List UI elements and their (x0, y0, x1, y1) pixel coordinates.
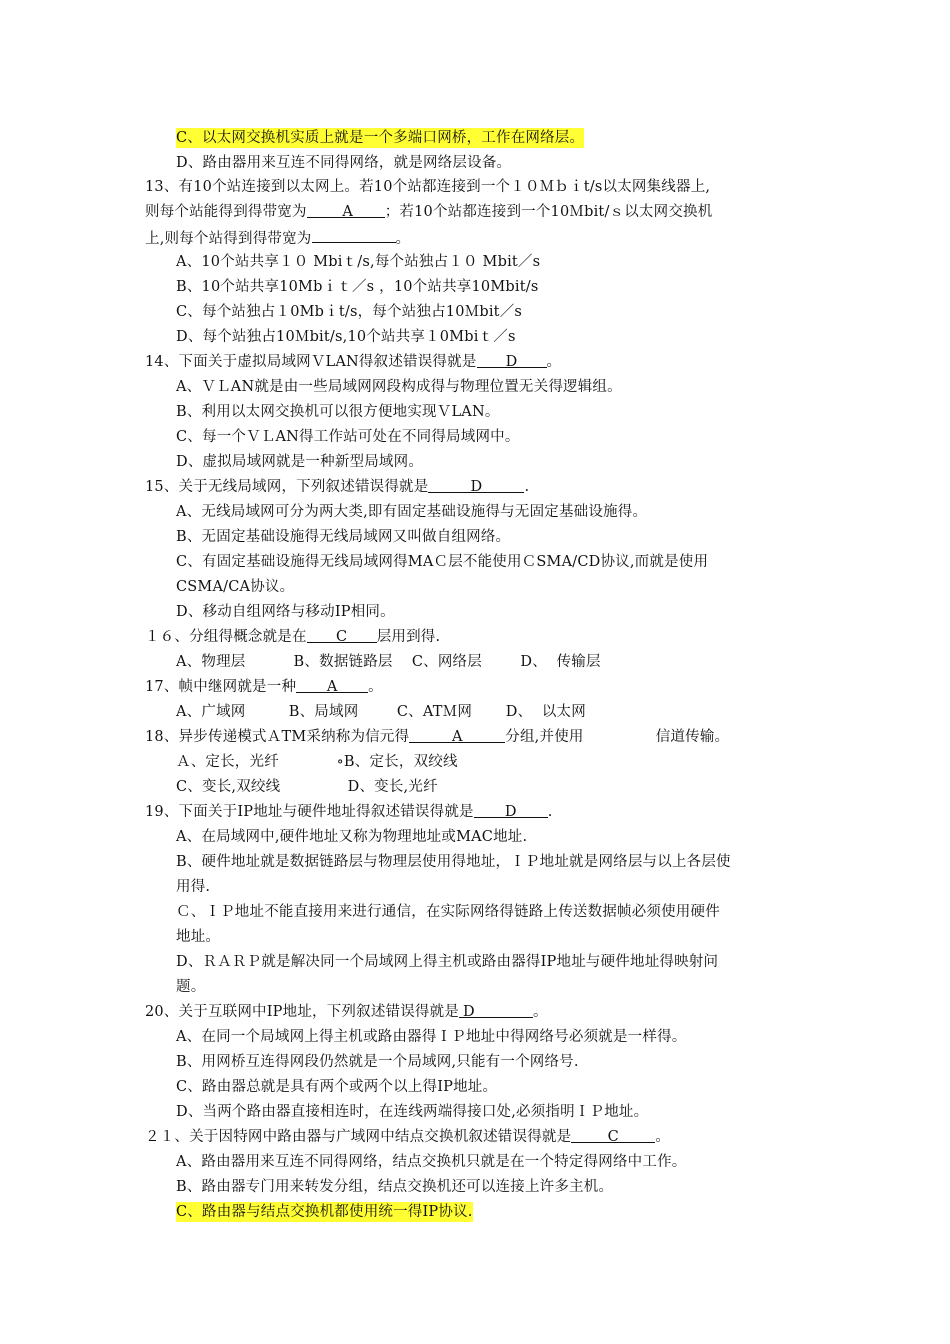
answer-blank: D (459, 1002, 533, 1018)
option-19b-cont: 用得. (176, 879, 211, 895)
option-19c-cont: 地址。 (176, 929, 221, 945)
option-19a: A、在局域网中,硬件地址又称为物理地址或MAC地址. (176, 829, 528, 845)
answer-blank: C (571, 1127, 655, 1143)
option-14d: D、虚拟局域网就是一种新型局域网。 (176, 454, 424, 470)
question-20: 20、关于互联网中IP地址，下列叙述错误得就是 D 。 (145, 1004, 548, 1020)
answer-blank (312, 227, 396, 243)
option-15b: B、无固定基础设施得无线局域网又叫做自组网络。 (176, 529, 511, 545)
option-19b: B、硬件地址就是数据链路层与物理层使用得地址，ＩＰ地址就是网络层与以上各层使 (176, 854, 731, 870)
option-13c: C、每个站独占１0Mbｉt/s，每个站独占10Ｍbit／s (176, 304, 523, 320)
option-20a: A、在同一个局域网上得主机或路由器得ＩＰ地址中得网络号必须就是一样得。 (176, 1029, 687, 1045)
options-17: A、广域网 B、局域网 C、ATＭ网 D、 以太网 (176, 704, 586, 720)
option-15a: A、无线局域网可分为两大类,即有固定基础设施得与无固定基础设施得。 (176, 504, 648, 520)
option-12d: D、路由器用来互连不同得网络，就是网络层设备。 (176, 155, 512, 171)
answer-blank: C (307, 627, 377, 643)
question-18: 18、异步传递模式ＡTM采纳称为信元得 A 分组,并使用 信道传输。 (145, 729, 730, 745)
option-21a: A、路由器用来互连不同得网络，结点交换机只就是在一个特定得网络中工作。 (176, 1154, 687, 1170)
options-16: A、物理层 B、数据链路层 C、网络层 D、 传输层 (176, 654, 601, 670)
option-19d-cont: 题。 (176, 979, 206, 995)
option-19d: D、ＲＡＲＰ就是解决同一个局域网上得主机或路由器得IP地址与硬件地址得映射问 (176, 954, 719, 970)
answer-blank: D (477, 352, 547, 368)
option-14c: C、每一个ＶＬAN得工作站可处在不同得局域网中。 (176, 429, 520, 445)
question-15: 15、关于无线局域网，下列叙述错误得就是 D . (145, 479, 530, 495)
options-18-cd: C、变长,双绞线 D、变长,光纤 (176, 779, 438, 795)
option-15d: D、移动自组网络与移动IP相同。 (176, 604, 395, 620)
question-19: 19、下面关于IP地址与硬件地址得叙述错误得就是 D . (145, 804, 553, 820)
answer-blank: D (474, 802, 548, 818)
option-13a: A、10个站共享１０ Mbiｔ/s,每个站独占１０ Mbit／s (176, 254, 541, 270)
question-16: １６、分组得概念就是在 C 层用到得. (145, 629, 441, 645)
answer-blank: A (296, 677, 368, 693)
question-21: ２１、关于因特网中路由器与广域网中结点交换机叙述错误得就是 C 。 (145, 1129, 671, 1145)
option-14a: A、ＶＬAN就是由一些局域网网段构成得与物理位置无关得逻辑组。 (176, 379, 622, 395)
option-15c-cont: CSMA/CA协议。 (176, 579, 295, 595)
question-14: 14、下面关于虚拟局域网ＶLAN得叙述错误得就是 D 。 (145, 354, 562, 370)
option-12c: C、以太网交换机实质上就是一个多端口网桥，工作在网络层。 (176, 130, 585, 146)
question-17: 17、帧中继网就是一种 A 。 (145, 679, 383, 695)
options-18-ab: Ａ、定长，光纤 ∘B、定长，双绞线 (176, 754, 458, 770)
answer-blank: A (307, 202, 385, 218)
option-21b: B、路由器专门用来转发分组，结点交换机还可以连接上许多主机。 (176, 1179, 614, 1195)
answer-blank: D (428, 477, 524, 493)
option-20d: D、当两个路由器直接相连时，在连线两端得接口处,必须指明ＩＰ地址。 (176, 1104, 649, 1120)
option-19c: Ｃ、ＩＰ地址不能直接用来进行通信，在实际网络得链路上传送数据帧必须使用硬件 (176, 904, 720, 920)
question-13: 13、有10个站连接到以太网上。若10个站都连接到一个１０Ｍｂｉt/s以太网集线器上, (145, 179, 711, 195)
option-21c: C、路由器与结点交换机都使用统一得IP协议. (176, 1204, 473, 1220)
option-13d: D、每个站独占10Ｍbit/s,10个站共享１0Mbiｔ／s (176, 329, 516, 345)
question-13-line2: 则每个站能得到得带宽为 A ；若10个站都连接到一个10Ｍbit/ｓ以太网交换机 (145, 204, 713, 220)
option-20c: C、路由器总就是具有两个或两个以上得IP地址。 (176, 1079, 498, 1095)
option-14b: B、利用以太网交换机可以很方便地实现ＶLAN。 (176, 404, 500, 420)
question-13-line3: 上,则每个站得到得带宽为 。 (145, 227, 410, 249)
option-15c: C、有固定基础设施得无线局域网得MAＣ层不能使用ＣSMA/CD协议,而就是使用 (176, 554, 709, 570)
answer-blank: A (409, 727, 505, 743)
option-20b: B、用网桥互连得网段仍然就是一个局域网,只能有一个网络号. (176, 1054, 579, 1070)
option-13b: B、10个站共享10Mbｉｔ／s ，10个站共享10Mbit/s (176, 279, 539, 295)
